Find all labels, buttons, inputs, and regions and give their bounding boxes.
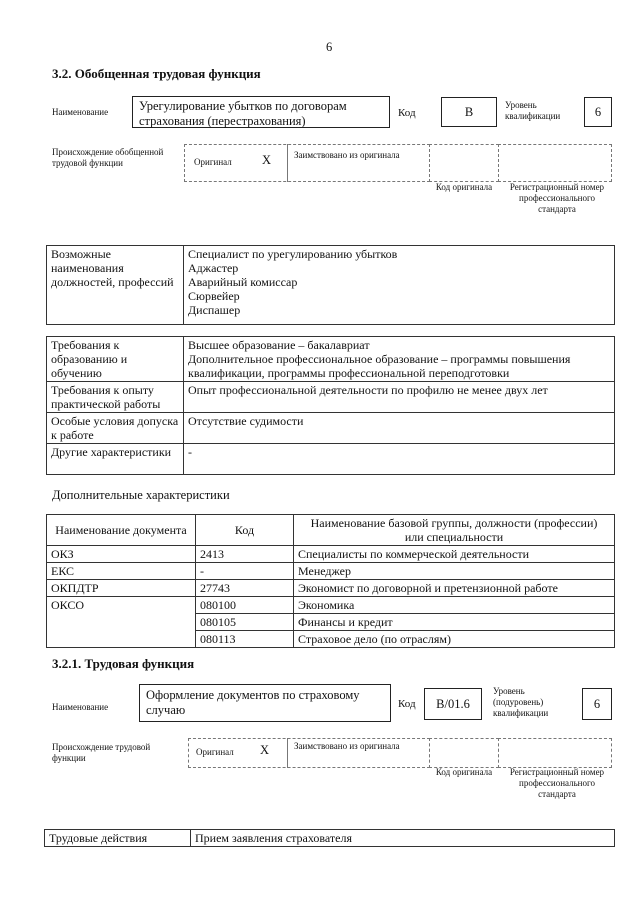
list-item: Сюрвейер	[188, 289, 240, 303]
req-value: Высшее образование – бакалавриат Дополнительное профессиональное образование – программы повышения квалификации, программы профессиональной переподготовки	[188, 338, 571, 380]
list-item: Аварийный комиссар	[188, 275, 298, 289]
code-label: Код	[398, 107, 416, 119]
table-row	[47, 546, 615, 563]
reg-number-caption: Регистрационный номер профессионального стандарта	[509, 182, 605, 214]
name-label: Наименование	[52, 107, 109, 117]
additional-table	[46, 514, 615, 648]
req-label: Требования к опыту практической работы	[51, 383, 161, 411]
function-name-value: Урегулирование убытков по договорам страхования (перестрахования)	[139, 99, 347, 128]
sub-code-value: B/01.6	[424, 688, 482, 720]
table-row	[47, 337, 615, 382]
sub-original-mark: Х	[260, 743, 270, 757]
cell-code: 2413	[196, 546, 294, 563]
list-item: Специалист по урегулированию убытков	[188, 247, 398, 261]
sub-function-name-box	[139, 684, 391, 722]
table-row	[47, 580, 615, 597]
sub-origin-label: Происхождение трудовой функции	[52, 742, 151, 763]
table-row	[47, 444, 615, 475]
header-code: Код	[234, 523, 255, 537]
labor-actions-table	[44, 829, 615, 847]
original-label: Оригинал	[194, 157, 232, 167]
positions-label: Возможные наименования должностей, профессий	[47, 246, 184, 325]
sub-name-label: Наименование	[52, 702, 109, 712]
cell-doc: ОКСО	[47, 597, 196, 648]
req-label: Другие характеристики	[51, 445, 172, 459]
table-row	[47, 413, 615, 444]
list-item: Аджастер	[188, 261, 239, 275]
divider	[287, 738, 288, 768]
orig-code-caption: Код оригинала	[435, 182, 493, 192]
requirements-table	[46, 336, 615, 475]
req-value: Опыт профессиональной деятельности по профилю не менее двух лет	[188, 383, 548, 397]
borrowed-label: Заимствовано из оригинала	[294, 150, 400, 160]
labor-actions-item: Прием заявления страхователя	[191, 830, 615, 847]
cell-code: 080100	[196, 597, 294, 614]
orig-code-box	[429, 144, 499, 182]
cell-code: 080113	[196, 631, 294, 648]
cell-name: Финансы и кредит	[294, 614, 615, 631]
cell-name: Экономика	[294, 597, 615, 614]
table-row	[47, 382, 615, 413]
section-title: 3.2. Обобщенная трудовая функция	[52, 66, 261, 81]
cell-doc: ЕКС	[47, 563, 196, 580]
level-value: 6	[584, 97, 612, 127]
sub-orig-code-caption: Код оригинала	[435, 767, 493, 777]
code-value: В	[441, 97, 497, 127]
cell-doc: ОКПДТР	[47, 580, 196, 597]
level-label: Уровень квалификации	[505, 100, 561, 121]
sub-function-name-value: Оформление документов по страховому случаю	[146, 688, 360, 717]
req-value: Отсутствие судимости	[188, 414, 304, 428]
cell-name: Менеджер	[294, 563, 615, 580]
table-row	[45, 830, 615, 847]
table-row	[47, 563, 615, 580]
additional-title: Дополнительные характеристики	[52, 488, 230, 502]
header-name: Наименование базовой группы, должности (профессии) или специальности	[310, 516, 598, 544]
cell-name: Экономист по договорной и претензионной работе	[294, 580, 615, 597]
positions-table	[46, 245, 615, 325]
cell-code: -	[196, 563, 294, 580]
sub-reg-number-caption: Регистрационный номер профессионального стандарта	[509, 767, 605, 799]
req-label: Требования к образованию и обучению	[51, 338, 128, 380]
list-item: Диспашер	[188, 303, 241, 317]
table-row	[47, 597, 615, 614]
cell-name: Специалисты по коммерческой деятельности	[294, 546, 615, 563]
sub-borrowed-label: Заимствовано из оригинала	[294, 741, 400, 751]
sub-original-label: Оригинал	[196, 747, 234, 757]
table-header	[47, 515, 615, 546]
req-value: -	[188, 445, 192, 459]
sub-reg-number-box	[498, 738, 612, 768]
subsection-title: 3.2.1. Трудовая функция	[52, 656, 195, 671]
function-name-box	[132, 96, 390, 128]
cell-code: 27743	[196, 580, 294, 597]
page-number: 6	[326, 40, 333, 54]
sub-code-label: Код	[398, 698, 416, 710]
cell-code: 080105	[196, 614, 294, 631]
divider	[287, 144, 288, 182]
cell-name: Страховое дело (по отраслям)	[294, 631, 615, 648]
sub-orig-code-box	[429, 738, 499, 768]
reg-number-box	[498, 144, 612, 182]
origin-label: Происхождение обобщенной трудовой функции	[52, 147, 164, 168]
labor-actions-label: Трудовые действия	[45, 830, 191, 847]
original-mark: Х	[262, 153, 272, 167]
cell-doc: ОКЗ	[47, 546, 196, 563]
req-label: Особые условия допуска к работе	[51, 414, 179, 442]
header-doc: Наименование документа	[55, 523, 187, 537]
positions-list	[184, 246, 615, 325]
sub-level-value: 6	[582, 688, 612, 720]
sub-level-label: Уровень (подуровень) квалификации	[493, 686, 549, 718]
